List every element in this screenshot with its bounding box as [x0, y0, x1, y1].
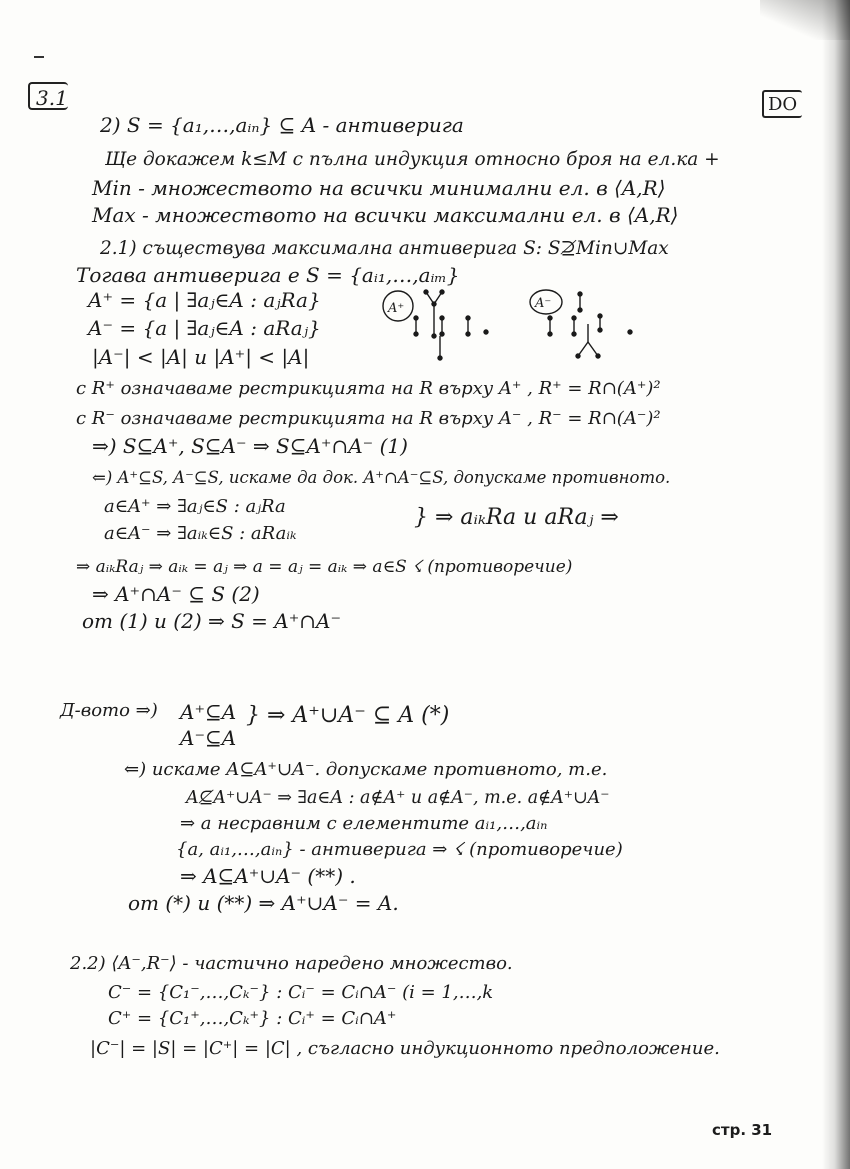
line-cardinality: |A⁻| < |A| и |A⁺| < |A| — [92, 345, 310, 369]
line-a-in-a-minus: a∈A⁻ ⇒ ∃aᵢₖ∈S : aRaᵢₖ — [104, 523, 297, 544]
line-conclusion-union: от (*) и (**) ⇒ A⁺∪A⁻ = A. — [128, 891, 399, 915]
line-conclusion-s: от (1) и (2) ⇒ S = A⁺∩A⁻ — [82, 609, 342, 633]
line-a-minus-subset: A⁻⊆A — [180, 726, 237, 750]
line-forward-direction: ⇒) S⊆A⁺, S⊆A⁻ ⇒ S⊆A⁺∩A⁻ (1) — [92, 434, 408, 458]
line-r-plus-restriction: с R⁺ означаваме рестрикцията на R върху A⁺ , R⁺ = R∩(A⁺)² — [76, 378, 661, 399]
page-number-label: 3.1 — [28, 82, 68, 110]
line-a-minus-def: A⁻ = {a | ∃aⱼ∈A : aRaⱼ} — [88, 316, 321, 340]
line-proof-label: Д-вото ⇒) — [60, 700, 158, 721]
line-c-plus-def: C⁺ = {C₁⁺,…,Cₖ⁺} : Cᵢ⁺ = Cᵢ∩A⁺ — [108, 1008, 397, 1029]
line-larger-antichain: {a, aᵢ₁,…,aᵢₙ} - антиверига ⇒ ☇ (противоречие) — [176, 839, 623, 860]
line-union-subset: } ⇒ A⁺∪A⁻ ⊆ A (*) — [246, 703, 450, 728]
line-case-2-2: 2.2) ⟨A⁻,R⁻⟩ - частично наредено множество. — [70, 953, 513, 974]
line-a-plus-def: A⁺ = {a | ∃aⱼ∈A : aⱼRa} — [88, 288, 321, 312]
line-case-2-1: 2.1) съществува максимална антиверига S: S⊉Min∪Max — [100, 238, 669, 259]
scan-edge-shadow — [822, 0, 850, 1169]
page-footer-number: стр. 31 — [712, 1121, 773, 1139]
diagram-label-a-minus: A⁻ — [535, 296, 552, 311]
line-combined-implication: } ⇒ aᵢₖRa и aRaⱼ ⇒ — [414, 505, 619, 530]
hasse-diagram-sketch — [378, 288, 598, 368]
line-contradiction-1: ⇒ aᵢₖRaⱼ ⇒ aᵢₖ = aⱼ ⇒ a = aⱼ = aᵢₖ ⇒ a∈S ☇ (противоречие) — [76, 557, 573, 577]
line-max-def: Max - множеството на всички максимални ел. в ⟨A,R⟩ — [92, 203, 679, 227]
line-then-antichain: Тогава антиверига е S = {aᵢ₁,…,aᵢₘ} — [76, 263, 460, 287]
line-c-minus-def: C⁻ = {C₁⁻,…,Cₖ⁻} : Cᵢ⁻ = Cᵢ∩A⁻ (i = 1,…,k — [108, 982, 494, 1003]
line-r-minus-restriction: с R⁻ означаваме рестрикцията на R върху A⁻ , R⁻ = R∩(A⁻)² — [76, 408, 661, 429]
line-result-2: ⇒ A⁺∩A⁻ ⊆ S (2) — [92, 582, 260, 606]
line-induction-hypothesis: |C⁻| = |S| = |C⁺| = |C| , съгласно индукционното предположение. — [90, 1038, 720, 1059]
line-a-in-a-plus: a∈A⁺ ⇒ ∃aⱼ∈S : aⱼRa — [104, 496, 286, 517]
corner-label: DO — [762, 90, 802, 118]
line-incomparable: ⇒ a несравним с елементите aᵢ₁,…,aᵢₙ — [180, 813, 548, 834]
line-min-def: Min - множеството на всички минимални ел. в ⟨A,R⟩ — [92, 176, 666, 200]
line-result-double-star: ⇒ A⊆A⁺∪A⁻ (**) . — [180, 864, 356, 888]
line-reverse-assume: ⇐) искаме A⊆A⁺∪A⁻. допускаме противното, т.е. — [124, 759, 608, 780]
scan-corner-shadow — [760, 0, 850, 40]
line-backward-direction: ⇐) A⁺⊆S, A⁻⊆S, искаме да док. A⁺∩A⁻⊆S, допускаме противното. — [92, 468, 671, 487]
line-a-plus-subset: A⁺⊆A — [180, 700, 237, 724]
line-antichain-def: 2) S = {a₁,…,aᵢₙ} ⊆ A - антиверига — [100, 113, 464, 137]
margin-mark — [34, 56, 44, 58]
diagram-label-a-plus: A⁺ — [388, 301, 405, 316]
line-induction: Ще докажем k≤M с пълна индукция относно броя на ел.ка + — [105, 149, 720, 170]
line-not-subset: A⊈A⁺∪A⁻ ⇒ ∃a∈A : a∉A⁺ и a∉A⁻, т.е. a∉A⁺∪A⁻ — [186, 788, 610, 808]
